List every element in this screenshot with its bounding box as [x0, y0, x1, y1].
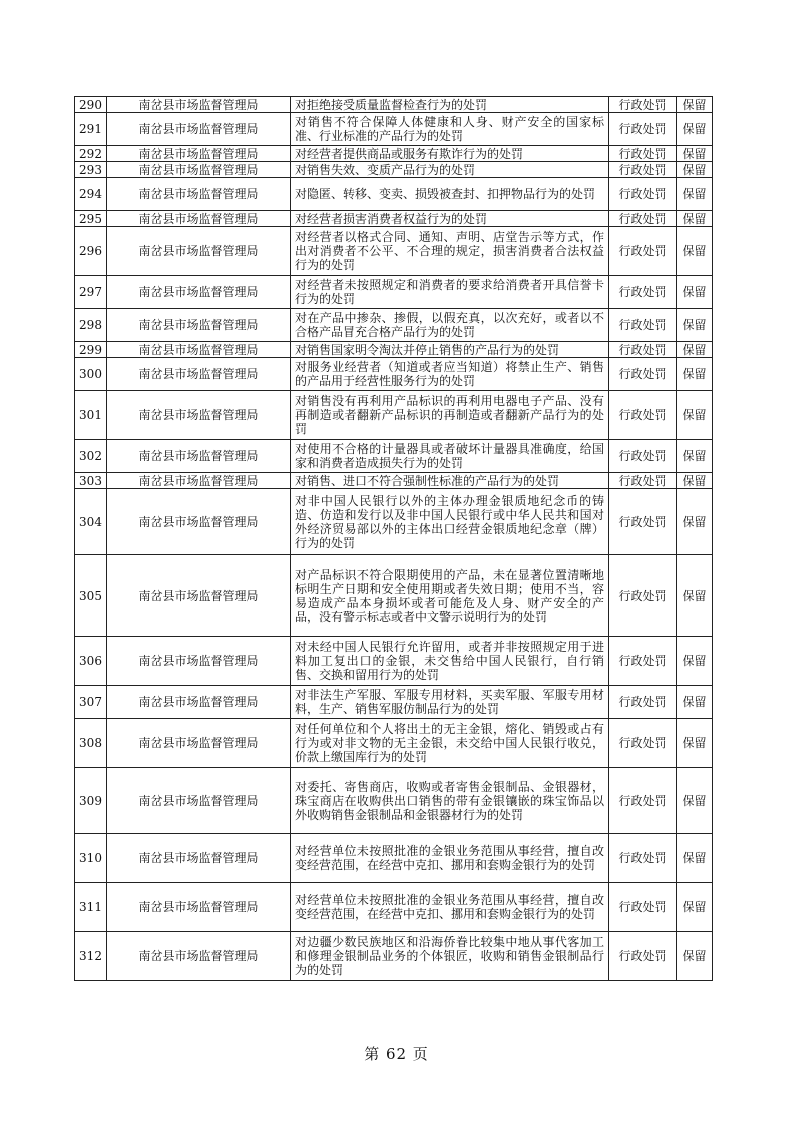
department-name: 南岔县市场监督管理局 — [107, 768, 291, 834]
matter-description: 对服务业经营者（知道或者应当知道）将禁止生产、销售的产品用于经营性服务行为的处罚 — [291, 358, 609, 391]
department-name: 南岔县市场监督管理局 — [107, 883, 291, 932]
row-number: 299 — [75, 342, 107, 358]
power-type: 行政处罚 — [609, 686, 677, 719]
table-row — [75, 97, 713, 113]
department-name: 南岔县市场监督管理局 — [107, 489, 291, 555]
matter-description: 对未经中国人民银行允许留用，或者并非按照规定用于进料加工复出口的金银，未交售给中国人民银行，自行销售、交换和留用行为的处罚 — [291, 637, 609, 686]
matter-description: 对经营单位未按照批准的金银业务范围从事经营，擅自改变经营范围，在经营中克扣、挪用和套购金银行为的处罚 — [291, 834, 609, 883]
matter-description: 对隐匿、转移、变卖、损毁被查封、扣押物品行为的处罚 — [291, 178, 609, 211]
page-number: 第 62 页 — [364, 1045, 429, 1063]
table-row — [75, 358, 713, 391]
row-number: 304 — [75, 489, 107, 555]
matter-description: 对边疆少数民族地区和沿海侨眷比较集中地从事代客加工和修理金银制品业务的个体银匠，收购和销售金银制品行为的处罚 — [291, 932, 609, 981]
matter-description: 对经营者提供商品或服务有欺诈行为的处罚 — [291, 146, 609, 162]
disposition-status: 保留 — [677, 834, 713, 883]
department-name: 南岔县市场监督管理局 — [107, 555, 291, 637]
table-row — [75, 276, 713, 309]
power-type: 行政处罚 — [609, 489, 677, 555]
power-type: 行政处罚 — [609, 97, 677, 113]
disposition-status: 保留 — [677, 227, 713, 276]
disposition-status: 保留 — [677, 932, 713, 981]
matter-description: 对拒绝接受质量监督检查行为的处罚 — [291, 97, 609, 113]
disposition-status: 保留 — [677, 97, 713, 113]
power-type: 行政处罚 — [609, 834, 677, 883]
matter-description: 对在产品中掺杂、掺假，以假充真，以次充好，或者以不合格产品冒充合格产品行为的处罚 — [291, 309, 609, 342]
disposition-status: 保留 — [677, 489, 713, 555]
matter-description: 对非法生产军服、军服专用材料，买卖军服、军服专用材料，生产、销售军服仿制品行为的处罚 — [291, 686, 609, 719]
table-row — [75, 211, 713, 227]
row-number: 296 — [75, 227, 107, 276]
power-type: 行政处罚 — [609, 473, 677, 489]
power-type: 行政处罚 — [609, 178, 677, 211]
row-number: 309 — [75, 768, 107, 834]
department-name: 南岔县市场监督管理局 — [107, 227, 291, 276]
disposition-status: 保留 — [677, 719, 713, 768]
disposition-status: 保留 — [677, 309, 713, 342]
row-number: 295 — [75, 211, 107, 227]
row-number: 294 — [75, 178, 107, 211]
disposition-status: 保留 — [677, 146, 713, 162]
department-name: 南岔县市场监督管理局 — [107, 276, 291, 309]
matter-description: 对任何单位和个人将出土的无主金银，熔化、销毁或占有行为或对非文物的无主金银，未交给中国人民银行收兑，价款上缴国库行为的处罚 — [291, 719, 609, 768]
row-number: 306 — [75, 637, 107, 686]
department-name: 南岔县市场监督管理局 — [107, 637, 291, 686]
table-row — [75, 146, 713, 162]
disposition-status: 保留 — [677, 883, 713, 932]
row-number: 293 — [75, 162, 107, 178]
power-list-table — [74, 96, 713, 981]
table-row — [75, 489, 713, 555]
table-row — [75, 719, 713, 768]
row-number: 292 — [75, 146, 107, 162]
row-number: 308 — [75, 719, 107, 768]
department-name: 南岔县市场监督管理局 — [107, 178, 291, 211]
matter-description: 对经营者以格式合同、通知、声明、店堂告示等方式，作出对消费者不公平、不合理的规定，损害消费者合法权益行为的处罚 — [291, 227, 609, 276]
table-row — [75, 768, 713, 834]
row-number: 301 — [75, 391, 107, 440]
department-name: 南岔县市场监督管理局 — [107, 473, 291, 489]
power-type: 行政处罚 — [609, 342, 677, 358]
matter-description: 对销售失效、变质产品行为的处罚 — [291, 162, 609, 178]
department-name: 南岔县市场监督管理局 — [107, 309, 291, 342]
power-type: 行政处罚 — [609, 227, 677, 276]
row-number: 300 — [75, 358, 107, 391]
disposition-status: 保留 — [677, 768, 713, 834]
department-name: 南岔县市场监督管理局 — [107, 719, 291, 768]
matter-description: 对销售没有再利用产品标识的再利用电器电子产品、没有再制造或者翻新产品标识的再制造或者翻新产品行为的处罚 — [291, 391, 609, 440]
disposition-status: 保留 — [677, 276, 713, 309]
table-row — [75, 686, 713, 719]
table-row — [75, 162, 713, 178]
disposition-status: 保留 — [677, 358, 713, 391]
row-number: 291 — [75, 113, 107, 146]
table-row — [75, 932, 713, 981]
disposition-status: 保留 — [677, 473, 713, 489]
disposition-status: 保留 — [677, 178, 713, 211]
matter-description: 对委托、寄售商店，收购或者寄售金银制品、金银器材，珠宝商店在收购供出口销售的带有金银镶嵌的珠宝饰品以外收购销售金银制品和金银器材行为的处罚 — [291, 768, 609, 834]
disposition-status: 保留 — [677, 637, 713, 686]
table-row — [75, 440, 713, 473]
row-number: 312 — [75, 932, 107, 981]
department-name: 南岔县市场监督管理局 — [107, 440, 291, 473]
disposition-status: 保留 — [677, 211, 713, 227]
table-row — [75, 834, 713, 883]
power-type: 行政处罚 — [609, 440, 677, 473]
power-type: 行政处罚 — [609, 932, 677, 981]
department-name: 南岔县市场监督管理局 — [107, 834, 291, 883]
department-name: 南岔县市场监督管理局 — [107, 391, 291, 440]
disposition-status: 保留 — [677, 686, 713, 719]
power-type: 行政处罚 — [609, 113, 677, 146]
power-type: 行政处罚 — [609, 211, 677, 227]
power-type: 行政处罚 — [609, 768, 677, 834]
power-type: 行政处罚 — [609, 391, 677, 440]
disposition-status: 保留 — [677, 342, 713, 358]
table-row — [75, 227, 713, 276]
matter-description: 对经营单位未按照批准的金银业务范围从事经营，擅自改变经营范围，在经营中克扣、挪用和套购金银行为的处罚 — [291, 883, 609, 932]
matter-description: 对销售不符合保障人体健康和人身、财产安全的国家标准、行业标准的产品行为的处罚 — [291, 113, 609, 146]
row-number: 297 — [75, 276, 107, 309]
table-row — [75, 883, 713, 932]
power-type: 行政处罚 — [609, 162, 677, 178]
matter-description: 对产品标识不符合限期使用的产品，未在显著位置清晰地标明生产日期和安全使用期或者失效日期；使用不当，容易造成产品本身损坏或者可能危及人身、财产安全的产品，没有警示标志或者中文警示说明行为的处罚 — [291, 555, 609, 637]
row-number: 307 — [75, 686, 107, 719]
matter-description: 对经营者未按照规定和消费者的要求给消费者开具信誉卡行为的处罚 — [291, 276, 609, 309]
row-number: 303 — [75, 473, 107, 489]
power-type: 行政处罚 — [609, 719, 677, 768]
row-number: 302 — [75, 440, 107, 473]
power-type: 行政处罚 — [609, 637, 677, 686]
table-row — [75, 309, 713, 342]
power-type: 行政处罚 — [609, 883, 677, 932]
row-number: 305 — [75, 555, 107, 637]
table-row — [75, 391, 713, 440]
department-name: 南岔县市场监督管理局 — [107, 146, 291, 162]
power-type: 行政处罚 — [609, 358, 677, 391]
table-row — [75, 637, 713, 686]
table-row — [75, 555, 713, 637]
disposition-status: 保留 — [677, 555, 713, 637]
power-type: 行政处罚 — [609, 555, 677, 637]
table-row — [75, 473, 713, 489]
disposition-status: 保留 — [677, 113, 713, 146]
row-number: 298 — [75, 309, 107, 342]
power-type: 行政处罚 — [609, 309, 677, 342]
department-name: 南岔县市场监督管理局 — [107, 358, 291, 391]
matter-description: 对非中国人民银行以外的主体办理金银质地纪念币的铸造、仿造和发行以及非中国人民银行或中华人民共和国对外经济贸易部以外的主体出口经营金银质地纪念章（牌）行为的处罚 — [291, 489, 609, 555]
matter-description: 对销售、进口不符合强制性标准的产品行为的处罚 — [291, 473, 609, 489]
power-type: 行政处罚 — [609, 146, 677, 162]
matter-description: 对销售国家明令淘汰并停止销售的产品行为的处罚 — [291, 342, 609, 358]
department-name: 南岔县市场监督管理局 — [107, 686, 291, 719]
table-row — [75, 113, 713, 146]
disposition-status: 保留 — [677, 162, 713, 178]
department-name: 南岔县市场监督管理局 — [107, 932, 291, 981]
row-number: 310 — [75, 834, 107, 883]
department-name: 南岔县市场监督管理局 — [107, 211, 291, 227]
department-name: 南岔县市场监督管理局 — [107, 113, 291, 146]
matter-description: 对经营者损害消费者权益行为的处罚 — [291, 211, 609, 227]
department-name: 南岔县市场监督管理局 — [107, 97, 291, 113]
matter-description: 对使用不合格的计量器具或者破坏计量器具准确度，给国家和消费者造成损失行为的处罚 — [291, 440, 609, 473]
row-number: 311 — [75, 883, 107, 932]
row-number: 290 — [75, 97, 107, 113]
department-name: 南岔县市场监督管理局 — [107, 162, 291, 178]
table-row — [75, 178, 713, 211]
department-name: 南岔县市场监督管理局 — [107, 342, 291, 358]
power-type: 行政处罚 — [609, 276, 677, 309]
disposition-status: 保留 — [677, 391, 713, 440]
table-row — [75, 342, 713, 358]
disposition-status: 保留 — [677, 440, 713, 473]
